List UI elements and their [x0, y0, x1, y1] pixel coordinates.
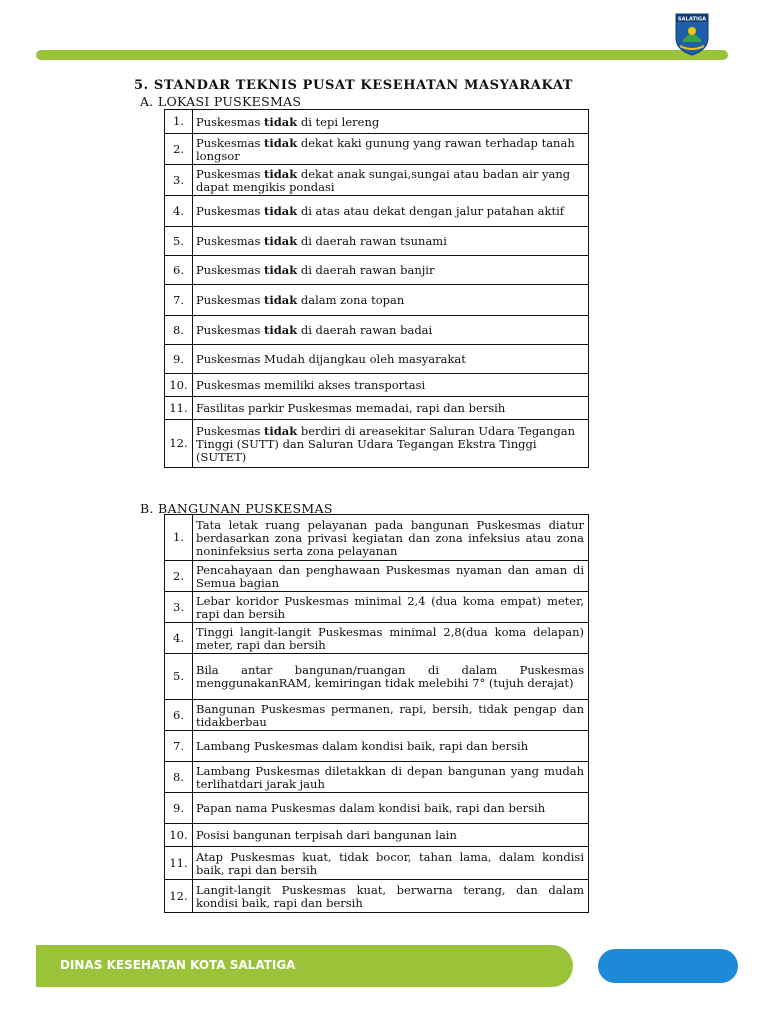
location-criteria-table	[164, 109, 589, 468]
table-row	[165, 793, 589, 824]
row-text-part: Puskesmas	[196, 234, 265, 248]
row-text-part: Puskesmas	[196, 323, 265, 337]
table-row	[165, 700, 589, 731]
section-b-title: B. BANGUNAN PUSKESMAS	[140, 501, 333, 516]
row-number: 3.	[165, 165, 193, 196]
row-text-part: di tepi lereng	[297, 114, 380, 129]
table-row	[165, 196, 589, 227]
row-text-part: Puskesmas	[196, 166, 265, 181]
table-row	[165, 316, 589, 345]
row-number: 8.	[165, 316, 193, 345]
row-text	[193, 345, 589, 374]
row-number: 4.	[165, 196, 193, 227]
row-text-part: Fasilitas parkir Puskesmas memadai, rapi dan bersih	[196, 401, 506, 415]
emphasis-text: tidak	[264, 166, 298, 181]
row-number: 1.	[165, 110, 193, 134]
row-text	[193, 397, 589, 420]
row-text-part: Puskesmas Mudah dijangkau oleh masyarakat	[196, 352, 466, 366]
row-text	[193, 420, 589, 468]
section-a-title: A. LOKASI PUSKESMAS	[140, 94, 302, 109]
row-number: 5.	[165, 227, 193, 256]
row-text: Bangunan Puskesmas permanen, rapi, bersih, tidak pengap dan tidakberbau	[193, 700, 589, 731]
table-row	[165, 847, 589, 880]
table-row	[165, 880, 589, 913]
table-row	[165, 374, 589, 397]
table-row	[165, 561, 589, 592]
emphasis-text: tidak	[264, 204, 298, 218]
row-text	[193, 285, 589, 316]
row-text-part: Puskesmas	[196, 293, 265, 307]
row-number: 7.	[165, 731, 193, 762]
row-text-part: di daerah rawan tsunami	[297, 234, 447, 248]
row-text-part: Puskesmas	[196, 114, 265, 129]
row-text-part: Puskesmas	[196, 263, 265, 277]
row-text-part: di daerah rawan badai	[297, 323, 433, 337]
row-number: 4.	[165, 623, 193, 654]
row-number: 11.	[165, 397, 193, 420]
emphasis-text: tidak	[264, 293, 298, 307]
table-row	[165, 515, 589, 561]
table-row	[165, 731, 589, 762]
table-row	[165, 623, 589, 654]
row-number: 9.	[165, 793, 193, 824]
row-text-part: dalam zona topan	[297, 293, 405, 307]
row-text: Lebar koridor Puskesmas minimal 2,4 (dua koma empat) meter, rapi dan bersih	[193, 592, 589, 623]
row-text: Papan nama Puskesmas dalam kondisi baik, rapi dan bersih	[193, 793, 589, 824]
table-row	[165, 227, 589, 256]
row-text	[193, 110, 589, 134]
table-row	[165, 762, 589, 793]
row-text	[193, 196, 589, 227]
row-text: Lambang Puskesmas diletakkan di depan bangunan yang mudah terlihatdari jarak jauh	[193, 762, 589, 793]
row-number: 10.	[165, 824, 193, 847]
row-text: Tata letak ruang pelayanan pada bangunan Puskesmas diatur berdasarkan zona privasi kegiatan dan zona infeksius atau zona noninfeksius serta zona pelayanan	[193, 515, 589, 561]
row-text-part: Puskesmas	[196, 135, 265, 150]
row-number: 7.	[165, 285, 193, 316]
row-text: Tinggi langit-langit Puskesmas minimal 2,8(dua koma delapan) meter, rapi dan bersih	[193, 623, 589, 654]
row-text-part: berdiri di areasekitar Saluran Udara Tegangan Tinggi (SUTT) dan Saluran Udara Tegangan Ekstra Tinggi (SUTET)	[196, 423, 576, 464]
header-accent-bar	[36, 50, 728, 60]
emphasis-text: tidak	[264, 423, 298, 438]
row-number: 12.	[165, 420, 193, 468]
row-number: 8.	[165, 762, 193, 793]
row-number: 10.	[165, 374, 193, 397]
table-row	[165, 654, 589, 700]
table-row	[165, 134, 589, 165]
row-text	[193, 165, 589, 196]
table-row	[165, 110, 589, 134]
row-text: Atap Puskesmas kuat, tidak bocor, tahan lama, dalam kondisi baik, rapi dan bersih	[193, 847, 589, 880]
emphasis-text: tidak	[264, 323, 298, 337]
row-text	[193, 134, 589, 165]
table-row	[165, 824, 589, 847]
row-number: 2.	[165, 561, 193, 592]
row-number: 5.	[165, 654, 193, 700]
row-text-part: di atas atau dekat dengan jalur patahan aktif	[297, 204, 565, 218]
row-number: 1.	[165, 515, 193, 561]
table-row	[165, 256, 589, 285]
emphasis-text: tidak	[264, 114, 298, 129]
logo-text: SALATIGA	[677, 16, 707, 23]
row-number: 11.	[165, 847, 193, 880]
table-row	[165, 345, 589, 374]
emphasis-text: tidak	[264, 263, 298, 277]
row-text: Pencahayaan dan penghawaan Puskesmas nyaman dan aman di Semua bagian	[193, 561, 589, 592]
row-text-part: Puskesmas	[196, 204, 265, 218]
salatiga-crest-icon	[674, 12, 710, 56]
footer-text: DINAS KESEHATAN KOTA SALATIGA	[60, 958, 296, 972]
row-text	[193, 227, 589, 256]
row-text: Lambang Puskesmas dalam kondisi baik, rapi dan bersih	[193, 731, 589, 762]
row-text-part: Puskesmas	[196, 423, 265, 438]
table-row	[165, 165, 589, 196]
row-text	[193, 256, 589, 285]
table-row	[165, 397, 589, 420]
row-text-part: dekat kaki gunung yang rawan terhadap tanah longsor	[196, 135, 575, 163]
page-heading: 5. STANDAR TEKNIS PUSAT KESEHATAN MASYARAKAT	[134, 78, 574, 93]
row-number: 12.	[165, 880, 193, 913]
row-number: 6.	[165, 700, 193, 731]
row-text-part: Puskesmas memiliki akses transportasi	[196, 378, 426, 392]
row-text: Langit-langit Puskesmas kuat, berwarna terang, dan dalam kondisi baik, rapi dan bersih	[193, 880, 589, 913]
row-text-part: di daerah rawan banjir	[297, 263, 435, 277]
table-row	[165, 420, 589, 468]
row-text	[193, 316, 589, 345]
row-text	[193, 374, 589, 397]
building-criteria-table	[164, 514, 589, 913]
row-text: Posisi bangunan terpisah dari bangunan lain	[193, 824, 589, 847]
row-number: 9.	[165, 345, 193, 374]
row-text-part: dekat anak sungai,sungai atau badan air yang dapat mengikis pondasi	[196, 166, 571, 194]
row-number: 6.	[165, 256, 193, 285]
row-number: 2.	[165, 134, 193, 165]
table-row	[165, 592, 589, 623]
emphasis-text: tidak	[264, 234, 298, 248]
table-row	[165, 285, 589, 316]
footer-page-pill	[598, 949, 738, 983]
row-text: Bila antar bangunan/ruangan di dalam Puskesmas menggunakanRAM, kemiringan tidak melebihi 7° (tujuh derajat)	[193, 654, 589, 700]
row-number: 3.	[165, 592, 193, 623]
emphasis-text: tidak	[264, 135, 298, 150]
